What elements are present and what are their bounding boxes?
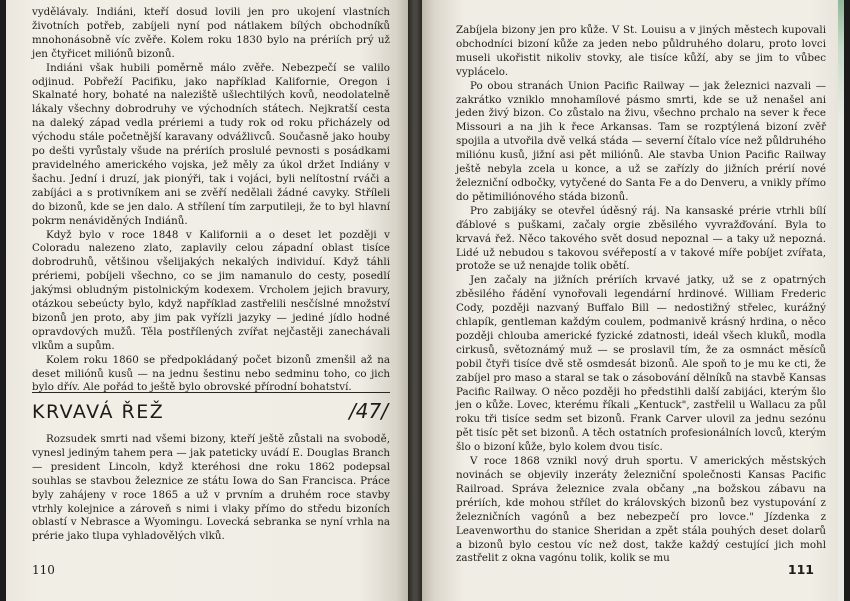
paragraph: Pro zabijáky se otevřel úděsný ráj. Na kansaské prérie vtrhli bílí ďáblové s puškami, začaly orgie zběsilého vyvražďování. Byla to krvavá řež. Něco takového svět dosud nepoznal — a taky už nepozná. Lidé už nebudou s takovou svéřepostí a v takové míře pobíjet zvířata, protože se už nenajde tolik obětí. [456, 204, 826, 273]
page-number-left: 110 [32, 563, 55, 577]
book-gutter [408, 0, 422, 601]
chapter-heading [32, 392, 390, 429]
paragraph: Jen začaly na jižních prériích krvavé jatky, už se z opatrných zběsilého řádění vynořovali legendární hrdinové. William Frederic Cody, později nazvaný Buffalo Bill — nedostižný střelec, kurážný chlapík, gentleman každým coulem, podmanivě krásný hrdina, o něco později chlouba americké fyzické zdatnosti, ideál všech kluků, modla cirkusů, světoznámý muž — se proslavil tím, že za osmnáct měsíců pobil čtyři tisíce dvě stě osmdesát bizonů. Ale spoň to je mu ke cti, že zabíjel pro maso a staral se tak o zásobování dělníků na stavbě Kansas Pacific Railway. O něco později ho předstihli další zabijáci, kterým šlo jen o kůže. Lovec, kterému říkali „Kentuck", zastřelil u Wallacu za půl roku tři tisíce sedm set bizonů. Frank Carver ulovil za jednu sezónu pět tisíc pět set bizonů. A těch ostatních profesionálních lovců, kterým šlo o bizoní kůže, bylo kolem dvou tisíc. [456, 274, 826, 454]
paragraph: Rozsudek smrti nad všemi bizony, kteří ještě zůstali na svobodě, vynesl jediným tahem pera — jak pateticky uvádí E. Douglas Branch — president Lincoln, když kteréhosi dne roku 1862 podepsal souhlas se stavbou železnice ze státu Iowa do San Francisca. Práce byly zahájeny v roce 1865 a už v prvním a druhém roce stavby vtrhly kolejnice a zároveň s nimi i vlaky přímo do středu bizoních oblastí v Nebrasce a Wyomingu. Lovecká sebranka se nyní vrhla na prérie jako tlupa vyhladovělých vlků. [32, 433, 390, 543]
paragraph: Zabíjela bizony jen pro kůže. V St. Louisu a v jiných městech kupovali obchodníci bizoní kůže za jeden nebo půldruhého dolaru, proto lovci museli ukořistit nikoliv stovky, ale tisíce kůží, aby se jim to vůbec vyplácelo. [456, 24, 826, 78]
paragraph: vydělávaly. Indiáni, kteří dosud lovili jen pro ukojení vlastních životních potřeb, zabíjeli nyní pod nátlakem bílých obchodníků mnohonásobně víc zvěře. Kolem roku 1830 bylo na prériích prý už jen čtyřicet miliónů bizonů. [32, 6, 390, 60]
chapter-number: /47/ [349, 399, 388, 423]
right-page-text [456, 24, 826, 566]
page-edge-strip [838, 0, 844, 601]
book-spread [6, 0, 844, 601]
page-number-right: 111 [787, 562, 814, 577]
left-page-bottom-text [32, 433, 390, 544]
paragraph: V roce 1868 vznikl nový druh sportu. V amerických městských novinách se objevily inzeráty železniční společnosti Kansas Pacific Railroad. Správa železnice zvala občany „na božskou zábavu na prériích, kde mohou střílet do královských bizonů bez vystupování z železničních vagónů a bez nebezpečí pro lovce." Jízdenka z Leavenworthu do stanice Sheridan a zpět stála pouhých deset dolarů a bizonů bylo cestou víc než dost, takže každý cestující jich mohl zastřelit z okna vagónu tolik, kolik se mu [456, 455, 826, 565]
paragraph: Kolem roku 1860 se předpokládaný počet bizonů zmenšil až na deset miliónů kusů — na jednu šestinu nebo sedminu toho, co jich bylo dřív. Ale pořád to ještě bylo obrovské přírodní bohatství. [32, 353, 390, 394]
right-page [422, 0, 844, 601]
paragraph: Po obou stranách Union Pacific Railway — jak železnici nazvali — zakrátko vzniklo mnohamílové pásmo smrti, kde se už nenašel ani jeden živý bizon. Co zůstalo na živu, všechno prchalo na sever k řece Missouri a na jih k řece Arkansas. Tam se rozptýlená bizoní zvěř spojila a utvořila dvě velká stáda — severní čítalo více než půldruhého miliónu kusů, jižní asi pět miliónů. Ale stavba Union Pacific Railway ještě nebyla zcela u konce, a už se zařízly do jižních prérií nové železniční odbočky, vytyčené do Santa Fe a do Denveru, a vnikly přímo do pětimiliónového stáda bizonů. [456, 79, 826, 203]
left-page-top-text [32, 6, 390, 395]
paragraph: Indiáni však hubili poměrně málo zvěře. Nebezpečí se valilo odjinud. Pobřeží Pacifiku, jako například Kalifornie, Oregon i Skalnaté hory, bohaté na naleziště ušlechtilých kovů, neodolatelně lákaly všechny dobrodruhy ve východních státech. Nejkratší cesta na daleký západ vedla prériemi a tudy rok od roku přicházely od východu stále početnější karavany odvážlivců. Současně jako houby po dešti vyrůstaly všude na prériích proslulé pevnosti s posádkami pravidelného amerického vojska, jež měly za úkol držet Indiány v šachu. Jední i druzí, jak pionýři, tak i vojáci, byli nelítostní rváči a zabíjáci a s protivníkem ani se zvěří nedělali žádné cavyky. Stříleli do bizonů, kde se jen dalo. A střílení tím zarputileji, že to byl hlavní pokrm nenáviděných Indiánů. [32, 61, 390, 227]
left-page [6, 0, 408, 601]
paragraph: Když bylo v roce 1848 v Kalifornii a o deset let později v Coloradu nalezeno zlato, zaplavily celou západní oblast tisíce dobrodruhů, většinou všelijakých nekalých individuí. Když táhli prériemi, pobíjeli všechno, co se jim namanulo do cesty, posedlí jakýmsi obludným pistolnickým kodexem. Vrcholem jejich bravury, otázkou sebeúcty bylo, když například zastřelili nesčíslné množství bizonů jen proto, aby jim pak vyřízli jazyky — jediné jídlo hodné opravdových mužů. Těla postřílených zvířat nejčastěji zanechávali vlkům a supům. [32, 228, 390, 352]
chapter-title: KRVAVÁ ŘEŽ [32, 401, 165, 423]
